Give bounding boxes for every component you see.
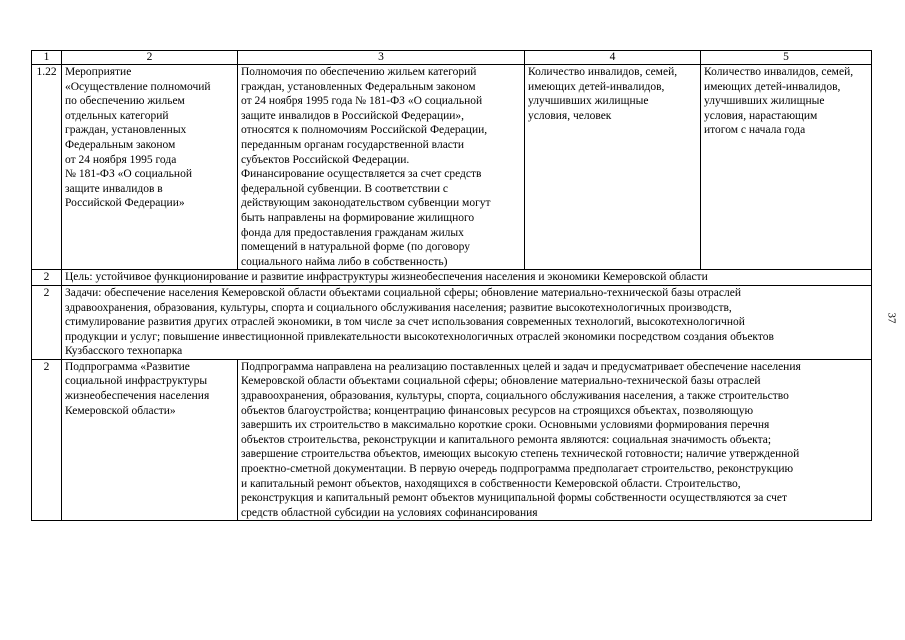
header-cell-1: 1 <box>32 51 62 65</box>
header-row <box>32 51 872 65</box>
page-number: 37 <box>885 312 898 324</box>
row-number: 2 <box>32 359 62 521</box>
row-number: 2 <box>32 270 62 286</box>
table-row-subprogram <box>32 359 872 521</box>
indicator-cell: Количество инвалидов, семей, имеющих детей-инвалидов, улучшивших жилищные условия, человек <box>525 65 701 270</box>
row-number: 2 <box>32 285 62 359</box>
indicator-method-cell: Количество инвалидов, семей, имеющих детей-инвалидов, улучшивших жилищные условия, нарастающим итогом с начала года <box>701 65 872 270</box>
table-row-1-22 <box>32 65 872 270</box>
measure-description-cell: Полномочия по обеспечению жильем категорий граждан, установленных Федеральным законом от 24 ноября 1995 года № 181-ФЗ «О социальной защите инвалидов в Российской Федерации», относятся к полномочиям Российской Федерации, переданным органам государственной власти субъектов Российской Федерации. Финансирование осуществляется за счет средств федеральной субвенции. В соответствии с действующим законодательством субвенции могут быть направлены на формирование жилищного фонда для предоставления гражданам жилых помещений в натуральной форме (по договору социального найма либо в собственность) <box>238 65 525 270</box>
subprogram-description-cell: Подпрограмма направлена на реализацию поставленных целей и задач и предусматривает обеспечение населения Кемеровской области объектами социальной сферы; обновление материально-технической базы отраслей здравоохранения, образования, культуры, спорта, социального обслуживания населения, а также строительство объектов благоустройства; концентрацию финансовых ресурсов на строящихся объектах, позволяющую завершить их строительство в максимально короткие сроки. Основными условиями формирования перечня объектов строительства, реконструкции и капитального ремонта являются: социальная значимость объекта; завершение строительства объектов, имеющих высокую степень технической готовности; наличие утвержденной проектно-сметной документации. В первую очередь подпрограмма предполагает строительство, реконструкцию и капитальный ремонт объектов, находящихся в собственности Кемеровской области. Строительство, реконструкция и капитальный ремонт объектов муниципальной формы собственности осуществляются за счет средств областной субсидии на условиях софинансирования <box>238 359 872 521</box>
row-number: 1.22 <box>32 65 62 270</box>
table-row-goal <box>32 270 872 286</box>
header-cell-5: 5 <box>701 51 872 65</box>
table-row-tasks <box>32 285 872 359</box>
program-table <box>31 50 872 521</box>
header-cell-2: 2 <box>62 51 238 65</box>
subprogram-name-cell: Подпрограмма «Развитие социальной инфраструктуры жизнеобеспечения населения Кемеровской области» <box>62 359 238 521</box>
measure-name-cell: Мероприятие «Осуществление полномочий по обеспечению жильем отдельных категорий граждан, установленных Федеральным законом от 24 ноября 1995 года № 181-ФЗ «О социальной защите инвалидов в Российской Федерации» <box>62 65 238 270</box>
tasks-cell: Задачи: обеспечение населения Кемеровской области объектами социальной сферы; обновление материально-технической базы отраслей здравоохранения, образования, культуры, спорта и социального обслуживания населения; развитие высокотехнологичных производств, стимулирование развития других отраслей экономики, в том числе за счет использования современных технологий, высокотехнологичной продукции и услуг; повышение инвестиционной привлекательности высокотехнологичных отраслей экономики посредством создания объектов Кузбасского технопарка <box>62 285 872 359</box>
header-cell-3: 3 <box>238 51 525 65</box>
goal-cell: Цель: устойчивое функционирование и развитие инфраструктуры жизнеобеспечения населения и экономики Кемеровской области <box>62 270 872 286</box>
header-cell-4: 4 <box>525 51 701 65</box>
